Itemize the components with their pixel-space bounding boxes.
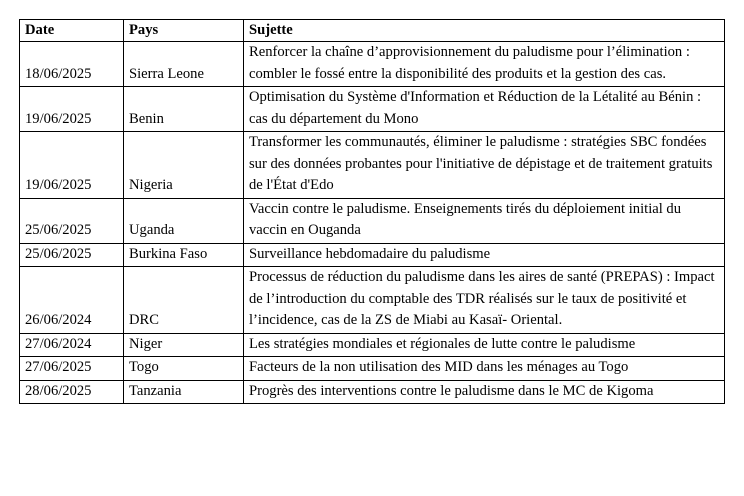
cell-date: 18/06/2025	[20, 42, 124, 87]
cell-sujet: Optimisation du Système d'Information et Réduction de la Létalité au Bénin : cas du département du Mono	[244, 87, 725, 132]
cell-sujet: Processus de réduction du paludisme dans les aires de santé (PREPAS) : Impact de l’introduction du comptable des TDR réalisés sur le taux de positivité et l’incidence, cas de la ZS de Miabi au Kasaï- Oriental.	[244, 267, 725, 334]
cell-pays: Uganda	[124, 198, 244, 243]
schedule-table	[19, 19, 725, 404]
table-row	[20, 132, 725, 199]
cell-date: 27/06/2025	[20, 357, 124, 381]
cell-pays: Nigeria	[124, 132, 244, 199]
cell-sujet: Surveillance hebdomadaire du paludisme	[244, 243, 725, 267]
cell-date: 25/06/2025	[20, 243, 124, 267]
cell-date: 25/06/2025	[20, 198, 124, 243]
table-row	[20, 380, 725, 404]
table-row	[20, 333, 725, 357]
cell-pays: Sierra Leone	[124, 42, 244, 87]
cell-sujet: Renforcer la chaîne d’approvisionnement du paludisme pour l’élimination : combler le fossé entre la disponibilité des produits et la gestion des cas.	[244, 42, 725, 87]
cell-pays: Burkina Faso	[124, 243, 244, 267]
header-date: Date	[20, 20, 124, 42]
cell-date: 19/06/2025	[20, 132, 124, 199]
header-sujet: Sujette	[244, 20, 725, 42]
table-row	[20, 87, 725, 132]
cell-pays: DRC	[124, 267, 244, 334]
cell-sujet: Facteurs de la non utilisation des MID dans les ménages au Togo	[244, 357, 725, 381]
header-pays: Pays	[124, 20, 244, 42]
cell-pays: Tanzania	[124, 380, 244, 404]
table-row	[20, 267, 725, 334]
table-row	[20, 198, 725, 243]
table-row	[20, 243, 725, 267]
cell-pays: Niger	[124, 333, 244, 357]
table-row	[20, 42, 725, 87]
table-row	[20, 357, 725, 381]
cell-date: 19/06/2025	[20, 87, 124, 132]
cell-pays: Benin	[124, 87, 244, 132]
cell-date: 27/06/2024	[20, 333, 124, 357]
cell-sujet: Les stratégies mondiales et régionales de lutte contre le paludisme	[244, 333, 725, 357]
cell-date: 28/06/2025	[20, 380, 124, 404]
header-row	[20, 20, 725, 42]
cell-sujet: Transformer les communautés, éliminer le paludisme : stratégies SBC fondées sur des données probantes pour l'initiative de dépistage et de traitement gratuits de l'État d'Edo	[244, 132, 725, 199]
cell-pays: Togo	[124, 357, 244, 381]
cell-date: 26/06/2024	[20, 267, 124, 334]
cell-sujet: Progrès des interventions contre le paludisme dans le MC de Kigoma	[244, 380, 725, 404]
cell-sujet: Vaccin contre le paludisme. Enseignements tirés du déploiement initial du vaccin en Ouganda	[244, 198, 725, 243]
